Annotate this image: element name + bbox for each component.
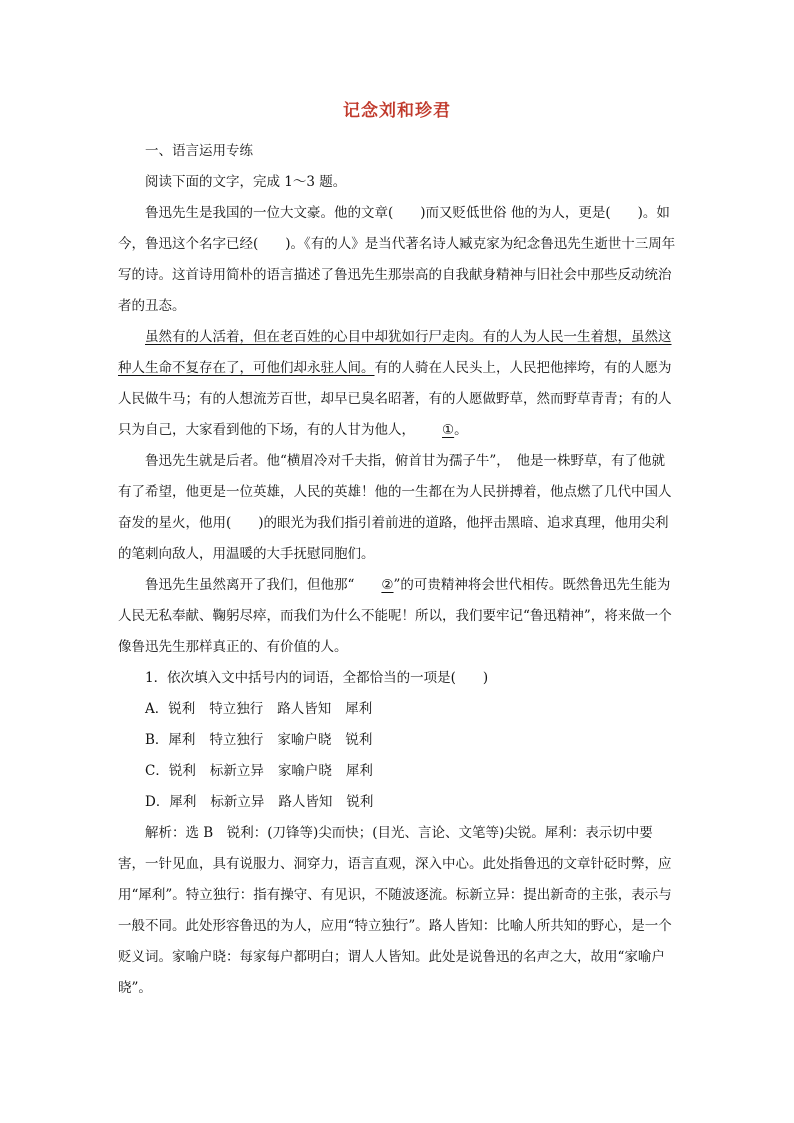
passage-paragraph-2-rest: 有的人骑在人民头上，人民把他摔垮，有的人愿为人民做牛马；有的人想流芳百世，却早已臭名昭著，有的人愿做野草，然而野草青青；有的人只为自己，大家看到他的下场，有的人甘为他人，	[118, 360, 672, 438]
option-word: 特立独行	[209, 732, 264, 748]
option-letter: D．	[145, 794, 170, 810]
option-word: 路人皆知	[278, 794, 333, 810]
passage-paragraph-4	[118, 570, 678, 663]
option-a	[118, 694, 678, 725]
option-letter: C．	[145, 763, 169, 779]
option-word: 特立独行	[209, 701, 264, 717]
passage-paragraph-4-start: 鲁迅先生虽然离开了我们，但他那“	[145, 577, 355, 593]
passage-paragraph-2	[118, 322, 678, 446]
document-title: 记念刘和珍君	[343, 101, 451, 121]
option-word: 犀利	[169, 794, 197, 810]
option-word: 犀利	[345, 763, 373, 779]
option-word: 锐利	[345, 732, 373, 748]
question-1: 1．依次填入文中括号内的词语，全都恰当的一项是( )	[145, 670, 489, 686]
section-heading: 一、语言运用专练	[145, 143, 253, 159]
option-letter: B．	[145, 732, 169, 748]
option-word: 锐利	[168, 763, 196, 779]
option-word: 犀利	[345, 701, 373, 717]
option-word: 锐利	[168, 701, 196, 717]
passage-paragraph-1: 鲁迅先生是我国的一位大文豪。他的文章( )而又贬低世俗 他的为人，更是( )。如今，鲁迅这个名字已经( )。《有的人》是当代著名诗人臧克家为纪念鲁迅先生逝世十三周年写的诗。这首诗用简朴的语言描述了鲁迅先生那崇高的自我献身精神与旧社会中那些反动统治者的丑态。	[118, 205, 676, 314]
passage-paragraph-4-rest: ”的可贵精神将会世代相传。既然鲁迅先生能为人民无私奉献、鞠躬尽瘁，而我们为什么不能呢！所以，我们要牢记“鲁迅精神”，将来做一个像鲁迅先生那样真正的、有价值的人。	[118, 577, 672, 655]
option-word: 标新立异	[210, 794, 265, 810]
option-c	[118, 756, 678, 787]
option-d	[118, 787, 678, 818]
option-word: 标新立异	[209, 763, 264, 779]
option-word: 家喻户晓	[277, 763, 332, 779]
option-word: 家喻户晓	[277, 732, 332, 748]
option-b	[118, 725, 678, 756]
underlined-sentence: 虽然有的人活着，但在老百姓的心目中却犹如行尸走肉。有的人为人民一生着想，虽然这种人生命不复存在了，可他们却永驻人间。	[118, 329, 672, 376]
blank-1: ①	[442, 422, 455, 438]
option-letter: A．	[145, 701, 169, 717]
document-body	[118, 136, 678, 1004]
option-word: 犀利	[168, 732, 196, 748]
passage-paragraph-2-end: 。	[454, 422, 468, 438]
passage-paragraph-3: 鲁迅先生就是后者。他“横眉冷对千夫指，俯首甘为孺子牛”， 他是一株野草，有了他就有了希望，他更是一位英雄，人民的英雄！他的一生都在为人民拼搏着，他点燃了几代中国人奋发的星火，他用( )的眼光为我们指引着前进的道路，他抨击黑暗、追求真理，他用尖利的笔刺向敌人，用温暖的大手抚慰同胞们。	[118, 453, 672, 562]
answer-analysis: 解析：选 B 锐利：(刀锋等)尖而快；(目光、言论、文笔等)尖锐。犀利：表示切中要害，一针见血，具有说服力、洞穿力，语言直观，深入中心。此处指鲁迅的文章针砭时弊，应用“犀利”。特立独行：指有操守、有见识，不随波逐流。标新立异：提出新奇的主张，表示与一般不同。此处形容鲁迅的为人，应用“特立独行”。路人皆知：比喻人所共知的野心，是一个贬义词。家喻户晓：每家每户都明白；谓人人皆知。此处是说鲁迅的名声之大，故用“家喻户晓”。	[118, 825, 672, 996]
option-word: 路人皆知	[277, 701, 332, 717]
option-word: 锐利	[346, 794, 374, 810]
blank-2: ②	[381, 577, 394, 593]
instruction-text: 阅读下面的文字，完成 1～3 题。	[145, 174, 347, 190]
